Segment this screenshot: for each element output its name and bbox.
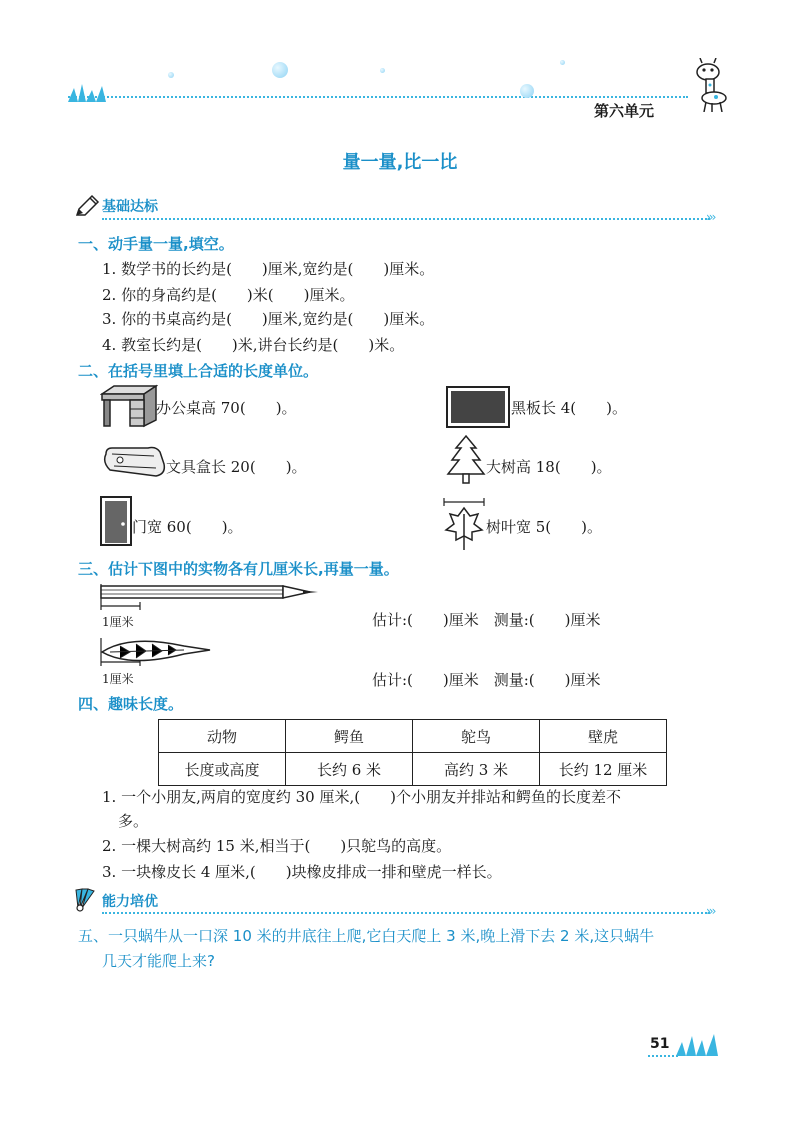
feather-measure-icon (100, 636, 216, 672)
blackboard-icon (446, 386, 510, 432)
pencil-case-icon (100, 444, 168, 482)
section-divider (102, 912, 710, 914)
q2-item: 文具盒长 20( )。 (166, 458, 307, 476)
table-header-cell: 鳄鱼 (286, 720, 413, 753)
q2-heading: 二、在括号里填上合适的长度单位。 (78, 362, 319, 380)
bubble-decoration (272, 62, 288, 78)
arrow-tail-icon: ››› (706, 904, 715, 918)
table-cell: 长约 12 厘米 (540, 753, 667, 786)
header-divider (68, 96, 688, 98)
fan-icon (74, 886, 102, 916)
q2-item: 门宽 60( )。 (132, 518, 243, 536)
bubble-decoration (560, 60, 565, 65)
q5-line: 五、一只蜗牛从一口深 10 米的井底往上爬,它白天爬上 3 米,晚上滑下去 2 米,这只蜗牛 (78, 927, 655, 945)
q2-item: 大树高 18( )。 (486, 458, 612, 476)
footer-grass (676, 1030, 720, 1060)
q4-item: 3. 一块橡皮长 4 厘米,( )块橡皮排成一排和壁虎一样长。 (102, 863, 502, 881)
bubble-decoration (520, 84, 534, 98)
giraffe-icon (690, 58, 730, 116)
table-header-cell: 壁虎 (540, 720, 667, 753)
bubble-decoration (168, 72, 174, 78)
unit-label: 第六单元 (594, 102, 655, 120)
section-divider (102, 218, 710, 220)
scale-label: 1厘米 (102, 615, 134, 629)
scale-label: 1厘米 (102, 672, 134, 686)
q4-item: 1. 一个小朋友,两肩的宽度约 30 厘米,( )个小朋友并排站和鳄鱼的长度差不 (102, 788, 621, 806)
q2-item: 黑板长 4( )。 (511, 399, 628, 417)
table-cell: 长约 6 米 (286, 753, 413, 786)
q2-item: 办公桌高 70( )。 (156, 399, 297, 417)
footer-divider (648, 1055, 678, 1057)
q1-item: 2. 你的身高约是( )米( )厘米。 (102, 286, 355, 304)
desk-icon (100, 384, 158, 432)
section-advanced-label: 能力培优 (102, 894, 158, 910)
q1-item: 4. 教室长约是( )米,讲台长约是( )米。 (102, 336, 405, 354)
q1-item: 3. 你的书桌高约是( )厘米,宽约是( )厘米。 (102, 310, 435, 328)
page-title: 量一量,比一比 (342, 152, 458, 173)
estimate-measure-line: 估计:( )厘米 测量:( )厘米 (372, 671, 601, 689)
q5-line: 几天才能爬上来? (102, 952, 215, 970)
q4-heading: 四、趣味长度。 (78, 695, 184, 713)
estimate-measure-line: 估计:( )厘米 测量:( )厘米 (372, 611, 601, 629)
page-number: 51 (650, 1036, 670, 1052)
table-cell: 高约 3 米 (413, 753, 540, 786)
section-basic-label: 基础达标 (102, 199, 158, 215)
q2-item: 树叶宽 5( )。 (486, 518, 603, 536)
q4-item: 2. 一棵大树高约 15 米,相当于( )只鸵鸟的高度。 (102, 837, 452, 855)
q3-heading: 三、估计下图中的实物各有几厘米长,再量一量。 (78, 560, 399, 578)
q1-item: 1. 数学书的长约是( )厘米,宽约是( )厘米。 (102, 260, 435, 278)
q1-heading: 一、动手量一量,填空。 (78, 235, 234, 253)
pencil-measure-icon (100, 582, 322, 616)
q4-item: 多。 (118, 812, 149, 830)
header-grass-left (68, 80, 108, 106)
bubble-decoration (380, 68, 385, 73)
table-header-cell: 鸵鸟 (413, 720, 540, 753)
pencil-icon (74, 194, 100, 224)
table-cell: 长度或高度 (159, 753, 286, 786)
table-header-cell: 动物 (159, 720, 286, 753)
arrow-tail-icon: ››› (706, 210, 715, 224)
animal-length-table (158, 719, 667, 786)
tree-icon (446, 434, 486, 488)
door-icon (100, 496, 132, 550)
leaf-icon (442, 496, 486, 556)
